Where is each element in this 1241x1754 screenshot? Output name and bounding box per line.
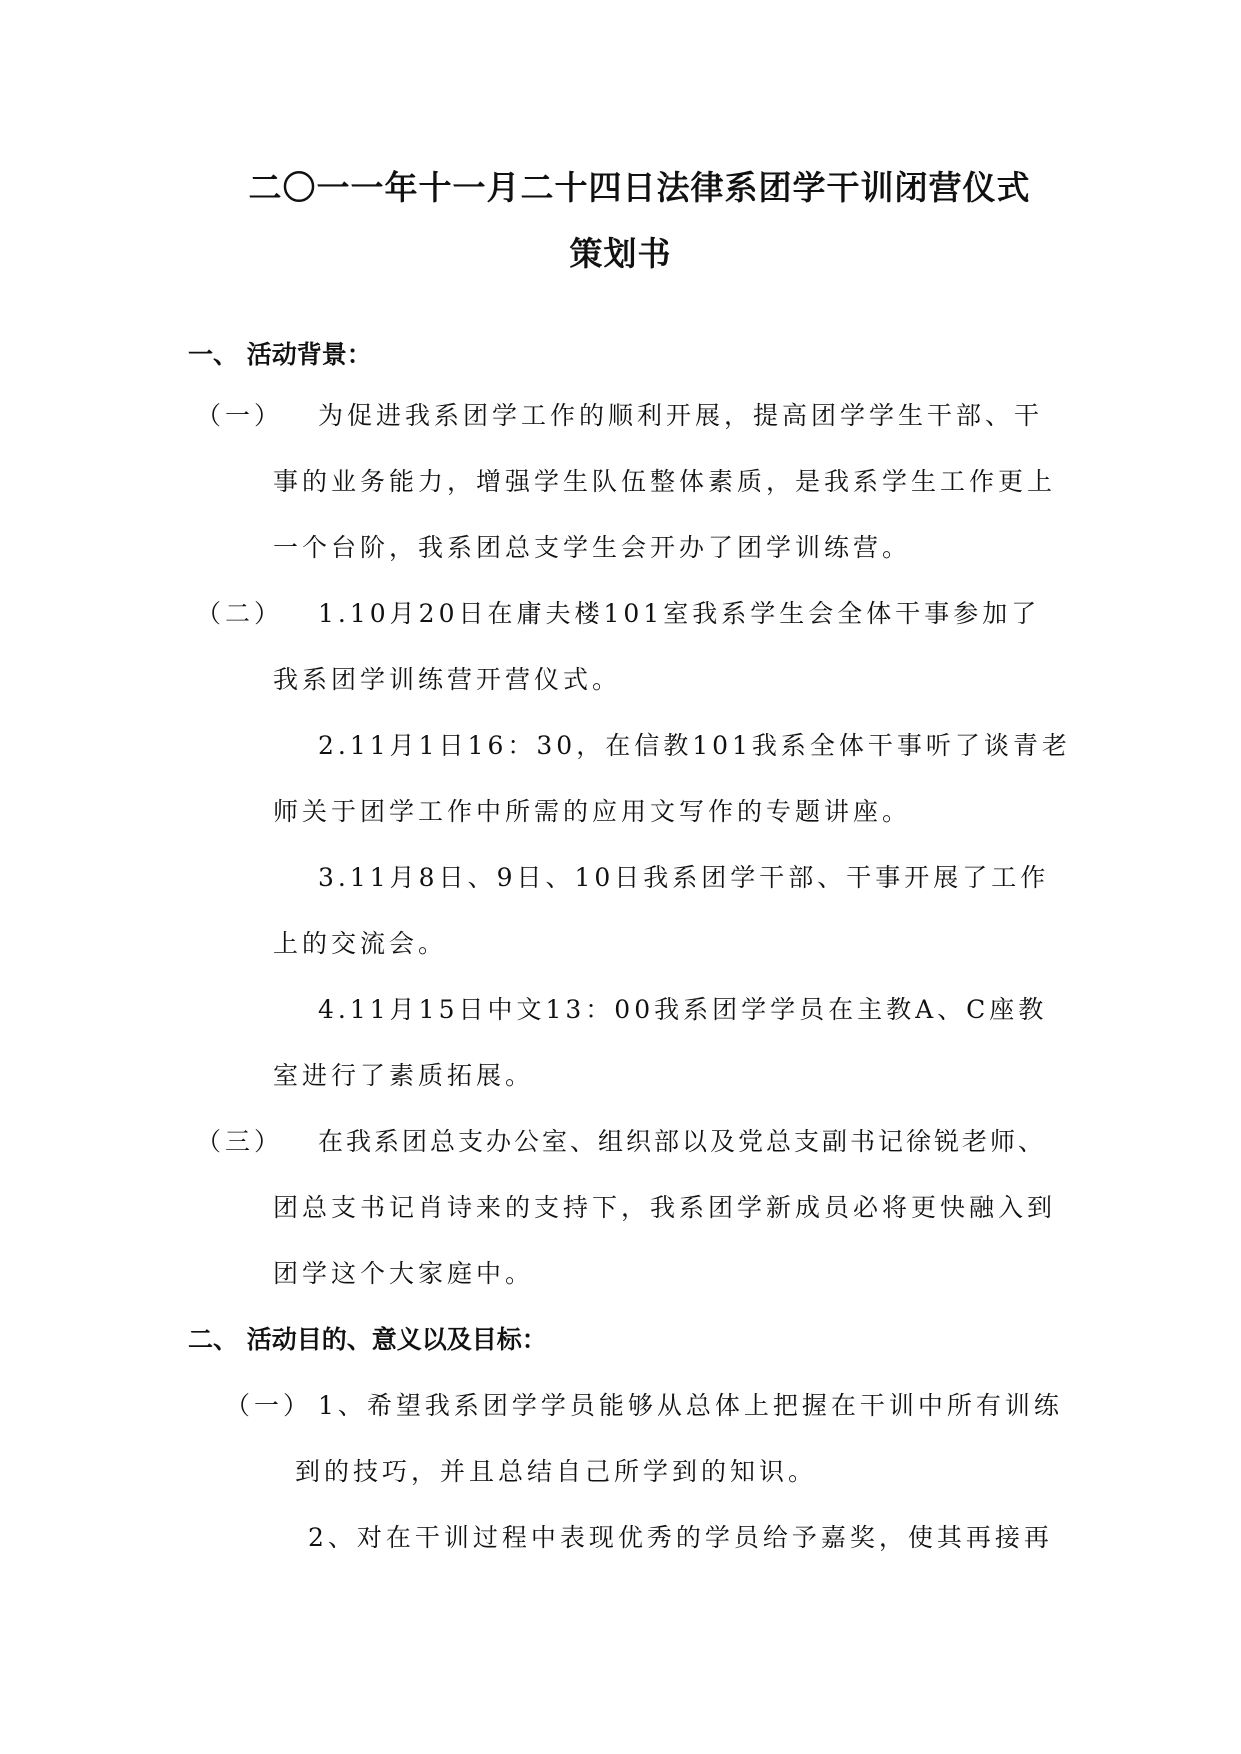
paragraph-line: 团总支书记肖诗来的支持下，我系团学新成员必将更快融入到 bbox=[273, 1193, 1057, 1222]
paragraph-line: 上的交流会。 bbox=[273, 929, 448, 958]
item-label-1: （一） bbox=[225, 1391, 313, 1420]
paragraph-line: 团学这个大家庭中。 bbox=[273, 1259, 535, 1288]
paragraph-line: 室进行了素质拓展。 bbox=[273, 1061, 535, 1090]
item-label-2: （二） bbox=[196, 599, 284, 628]
paragraph-line: 到的技巧，并且总结自己所学到的知识。 bbox=[295, 1457, 818, 1486]
document-title: 二〇一一年十一月二十四日法律系团学干训闭营仪式 bbox=[248, 168, 1031, 207]
document-subtitle: 策划书 bbox=[569, 234, 672, 273]
paragraph-line: 1、希望我系团学学员能够从总体上把握在干训中所有训练 bbox=[318, 1391, 1063, 1420]
item-label-1: （一） bbox=[196, 401, 284, 430]
item-label-3: （三） bbox=[196, 1127, 284, 1156]
paragraph-line: 为促进我系团学工作的顺利开展，提高团学学生干部、干 bbox=[318, 401, 1044, 430]
paragraph-line: 1.10月20日在庸夫楼101室我系学生会全体干事参加了 bbox=[318, 599, 1041, 628]
paragraph-line: 在我系团总支办公室、组织部以及党总支副书记徐锐老师、 bbox=[318, 1127, 1047, 1156]
paragraph-line: 师关于团学工作中所需的应用文写作的专题讲座。 bbox=[273, 797, 912, 826]
section-heading-purpose: 二、 活动目的、意义以及目标： bbox=[188, 1325, 547, 1354]
paragraph-line: 4.11月15日中文13：00我系团学学员在主教A、C座教 bbox=[318, 995, 1048, 1024]
paragraph-line: 事的业务能力，增强学生队伍整体素质，是我系学生工作更上 bbox=[273, 467, 1057, 496]
paragraph-line: 一个台阶，我系团总支学生会开办了团学训练营。 bbox=[273, 533, 912, 562]
paragraph-line: 3.11月8日、9日、10日我系团学干部、干事开展了工作 bbox=[318, 863, 1050, 892]
paragraph-line: 2.11月1日16：30，在信教101我系全体干事听了谈青老 bbox=[318, 731, 1071, 760]
paragraph-line: 我系团学训练营开营仪式。 bbox=[273, 665, 622, 694]
paragraph-line: 2、对在干训过程中表现优秀的学员给予嘉奖，使其再接再 bbox=[308, 1523, 1053, 1552]
section-heading-background: 一、 活动背景： bbox=[188, 340, 372, 369]
